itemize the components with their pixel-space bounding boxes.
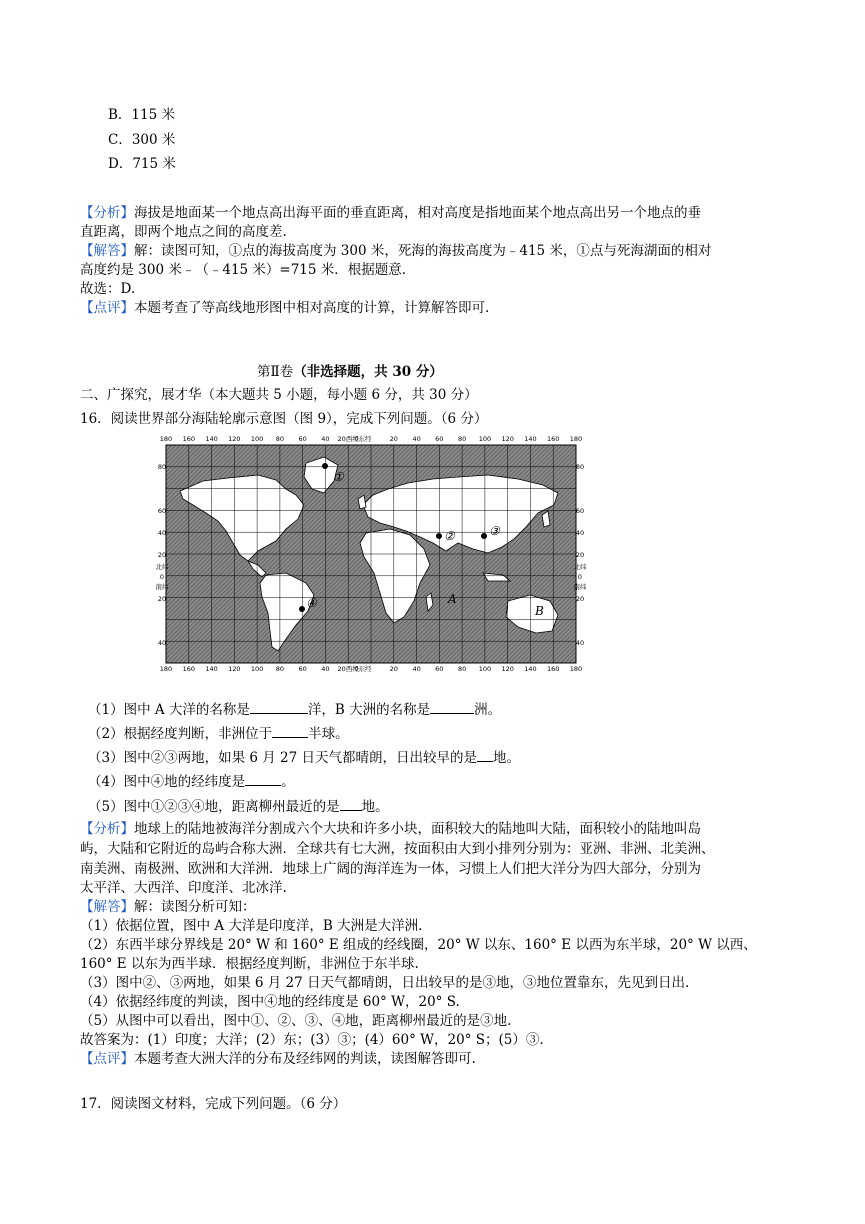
tick-bottom: 60 [435, 665, 444, 673]
tick-top: 140 [205, 435, 218, 443]
tick-top: 80 [457, 435, 467, 443]
tick-bottom: 140 [524, 665, 537, 673]
comment-text: 本题考查了等高线地形图中相对高度的计算，计算解答即可. [134, 300, 490, 316]
tick-top: 60 [298, 435, 307, 443]
tick-top: 80 [275, 435, 285, 443]
tick-right: 60 [575, 507, 585, 515]
blank-sunrise[interactable] [477, 747, 493, 762]
blank-a-ocean[interactable] [250, 699, 308, 714]
analysis-text: 海拔是地面某一个地点高出海平面的垂直距离，相对高度是指地面某个地点高出另一个地点的垂 [134, 205, 701, 221]
sub5-text-a: （5）图中①②③④地，距离柳州最近的是 [88, 799, 340, 815]
answer-text: 解：读图可知，①点的海拔高度为 300 米，死海的海拔高度为﹣415 米，①点与死海湖面的相对 [134, 243, 712, 259]
tick-bottom: 160 [546, 665, 560, 673]
world-map-figure [155, 433, 587, 673]
q15-choice: 故选：D. [80, 281, 136, 297]
q16-answer-5: （5）从图中可以看出，图中①、②、③、④地，距离柳州最近的是③地. [80, 1013, 512, 1029]
tick-left: 40 [157, 529, 167, 537]
point-4-label: ④ [306, 596, 317, 610]
tick-left: 40 [157, 639, 167, 647]
q15-analysis-line-1 [80, 204, 701, 222]
sub1-text-b: 洋，B 大洲的名称是 [307, 702, 431, 718]
tick-bottom: 20 [389, 665, 398, 673]
blank-hemisphere[interactable] [272, 723, 308, 738]
tick-top: 160 [546, 435, 560, 443]
q16-sub2 [88, 723, 349, 743]
option-d: D．715 米 [108, 156, 176, 172]
map-top-ticks [160, 434, 582, 443]
analysis-tag: 【分析】 [80, 205, 134, 221]
tick-top: 180 [569, 435, 583, 443]
q15-comment [80, 299, 489, 317]
tick-bottom: 0东经 [354, 665, 372, 673]
sub1-text-a: （1）图中 A 大洋的名称是 [88, 702, 250, 718]
tick-bottom: 100 [250, 665, 264, 673]
tick-bottom: 20西经 [337, 665, 359, 673]
q17-stem: 17．阅读图文材料，完成下列问题。（6 分） [80, 1096, 347, 1112]
section-title [257, 363, 443, 381]
q16-answer-2a: （2）东西半球分界线是 20° W 和 160° E 组成的经线圈，20° W 以东、160° E 以西为东半球，20° W 以西、 [80, 937, 757, 953]
q16-answer-2b: 160° E 以东为西半球．根据经度判断，非洲位于东半球. [80, 956, 419, 972]
tick-bottom: 80 [275, 665, 285, 673]
sub4-text-a: （4）图中④地的经纬度是 [88, 774, 246, 790]
comment-text: 本题考查大洲大洋的分布及经纬网的判读，读图解答即可. [134, 1051, 476, 1067]
tick-left: 北纬 [155, 563, 169, 571]
tick-right: 80 [575, 463, 585, 471]
point-2-marker [436, 533, 442, 539]
q16-analysis-line-1 [80, 820, 701, 838]
blank-b-continent[interactable] [430, 699, 474, 714]
tick-top: 20西经 [337, 435, 359, 443]
analysis-tag: 【分析】 [80, 821, 134, 837]
blank-nearest[interactable] [340, 796, 362, 811]
tick-bottom: 60 [298, 665, 307, 673]
tick-top: 40 [321, 435, 330, 443]
point-2-label: ② [444, 529, 455, 543]
q16-analysis-line-2: 屿，大陆和它附近的岛屿合称大洲．全球共有七大洲，按面积由大到小排列分别为：亚洲、非洲、北美洲、 [80, 841, 715, 857]
q16-answer-intro [80, 898, 256, 916]
tick-bottom: 180 [569, 665, 583, 673]
tick-left: 0 [159, 573, 165, 581]
tick-top: 100 [250, 435, 264, 443]
tick-top: 40 [412, 435, 421, 443]
point-1-marker [322, 463, 328, 469]
tick-bottom: 120 [501, 665, 514, 673]
tick-bottom: 180 [159, 665, 173, 673]
tick-right: 0 [577, 573, 583, 581]
tick-left: 20 [157, 595, 167, 603]
sub3-text-b: 地。 [493, 750, 521, 766]
section-subtitle: 二、广探究，展才华（本大题共 5 小题，每小题 6 分，共 30 分） [80, 387, 478, 403]
tick-right: 20 [575, 595, 585, 603]
map-bottom-ticks [160, 664, 582, 673]
sub2-text-b: 半球。 [308, 726, 349, 742]
tick-bottom: 160 [182, 665, 196, 673]
q16-sub5 [88, 796, 389, 816]
tick-bottom: 40 [321, 665, 330, 673]
tick-bottom: 120 [228, 665, 241, 673]
option-b: B．115 米 [108, 107, 175, 123]
q16-sub3 [88, 747, 520, 767]
tick-bottom: 80 [457, 665, 467, 673]
tick-top: 0东经 [354, 435, 372, 443]
tick-right: 北纬 [573, 563, 587, 571]
option-c: C．300 米 [108, 132, 176, 148]
comment-tag: 【点评】 [80, 1051, 134, 1067]
tick-left: 60 [157, 507, 167, 515]
tick-top: 140 [524, 435, 537, 443]
tick-bottom: 100 [478, 665, 492, 673]
tick-left: 20 [157, 551, 167, 559]
sub3-text-a: （3）图中②③两地，如果 6 月 27 日天气都晴朗，日出较早的是 [88, 750, 478, 766]
tick-top: 100 [478, 435, 492, 443]
q15-analysis-line-2: 直距离，即两个地点之间的高度差. [80, 224, 287, 240]
answer-tag: 【解答】 [80, 899, 134, 915]
sub5-text-b: 地。 [361, 799, 389, 815]
tick-top: 60 [435, 435, 444, 443]
q15-answer-line-1 [80, 242, 711, 260]
q16-final-answer: 故答案为：(1）印度；大洋；(2）东；(3）③；(4）60° W，20° S；(5）③. [80, 1032, 544, 1048]
continent-b-label: B [535, 604, 544, 618]
q16-sub4 [88, 771, 295, 791]
sub4-text-b: 。 [281, 774, 295, 790]
tick-left: 80 [157, 463, 167, 471]
q16-analysis-line-4: 太平洋、大西洋、印度洋、北冰洋. [80, 880, 287, 896]
tick-top: 20 [389, 435, 398, 443]
tick-top: 160 [182, 435, 196, 443]
tick-top: 120 [228, 435, 241, 443]
blank-coordinates[interactable] [245, 771, 281, 786]
point-4-marker [299, 606, 305, 612]
tick-bottom: 140 [205, 665, 218, 673]
comment-tag: 【点评】 [80, 300, 134, 316]
tick-bottom: 40 [412, 665, 421, 673]
tick-right: 20 [575, 551, 585, 559]
answer-tag: 【解答】 [80, 243, 134, 259]
analysis-text: 地球上的陆地被海洋分割成六个大块和许多小块，面积较大的陆地叫大陆，面积较小的陆地叫岛 [134, 821, 701, 837]
tick-left: 南纬 [155, 583, 169, 591]
q16-comment [80, 1050, 476, 1068]
tick-top: 120 [501, 435, 514, 443]
q16-stem: 16．阅读世界部分海陆轮廓示意图（图 9），完成下列问题。（6 分） [80, 411, 488, 427]
ocean-a-label: A [448, 592, 457, 606]
tick-right: 40 [575, 639, 585, 647]
point-3-label: ③ [489, 524, 500, 538]
q16-sub1 [88, 699, 501, 719]
tick-right: 南纬 [573, 583, 587, 591]
q16-answer-1: （1）依据位置，图中 A 大洋是印度洋，B 大洲是大洋洲. [80, 918, 423, 934]
section-title-bold: （非选择题，共 30 分） [293, 364, 443, 380]
point-3-marker [481, 533, 487, 539]
q16-answer-4: （4）依据经纬度的判读，图中④地的经纬度是 60° W，20° S. [80, 994, 460, 1010]
sub1-text-c: 洲。 [474, 702, 502, 718]
answer-text: 解：读图分析可知： [134, 899, 256, 915]
q16-answer-3: （3）图中②、③两地，如果 6 月 27 日天气都晴朗，日出较早的是③地，③地位置靠东，先见到日出. [80, 975, 690, 991]
point-1-label: ① [333, 470, 344, 484]
q15-answer-line-2: 高度约是 300 米﹣（﹣415 米）=715 米．根据题意. [80, 262, 407, 278]
section-title-normal: 第Ⅱ卷 [257, 364, 294, 380]
q16-analysis-line-3: 南美洲、南极洲、欧洲和大洋洲．地球上广阔的海洋连为一体，习惯上人们把大洋分为四大部分，分别为 [80, 861, 701, 877]
tick-right: 40 [575, 529, 585, 537]
tick-top: 180 [159, 435, 173, 443]
sub2-text-a: （2）根据经度判断，非洲位于 [88, 726, 273, 742]
